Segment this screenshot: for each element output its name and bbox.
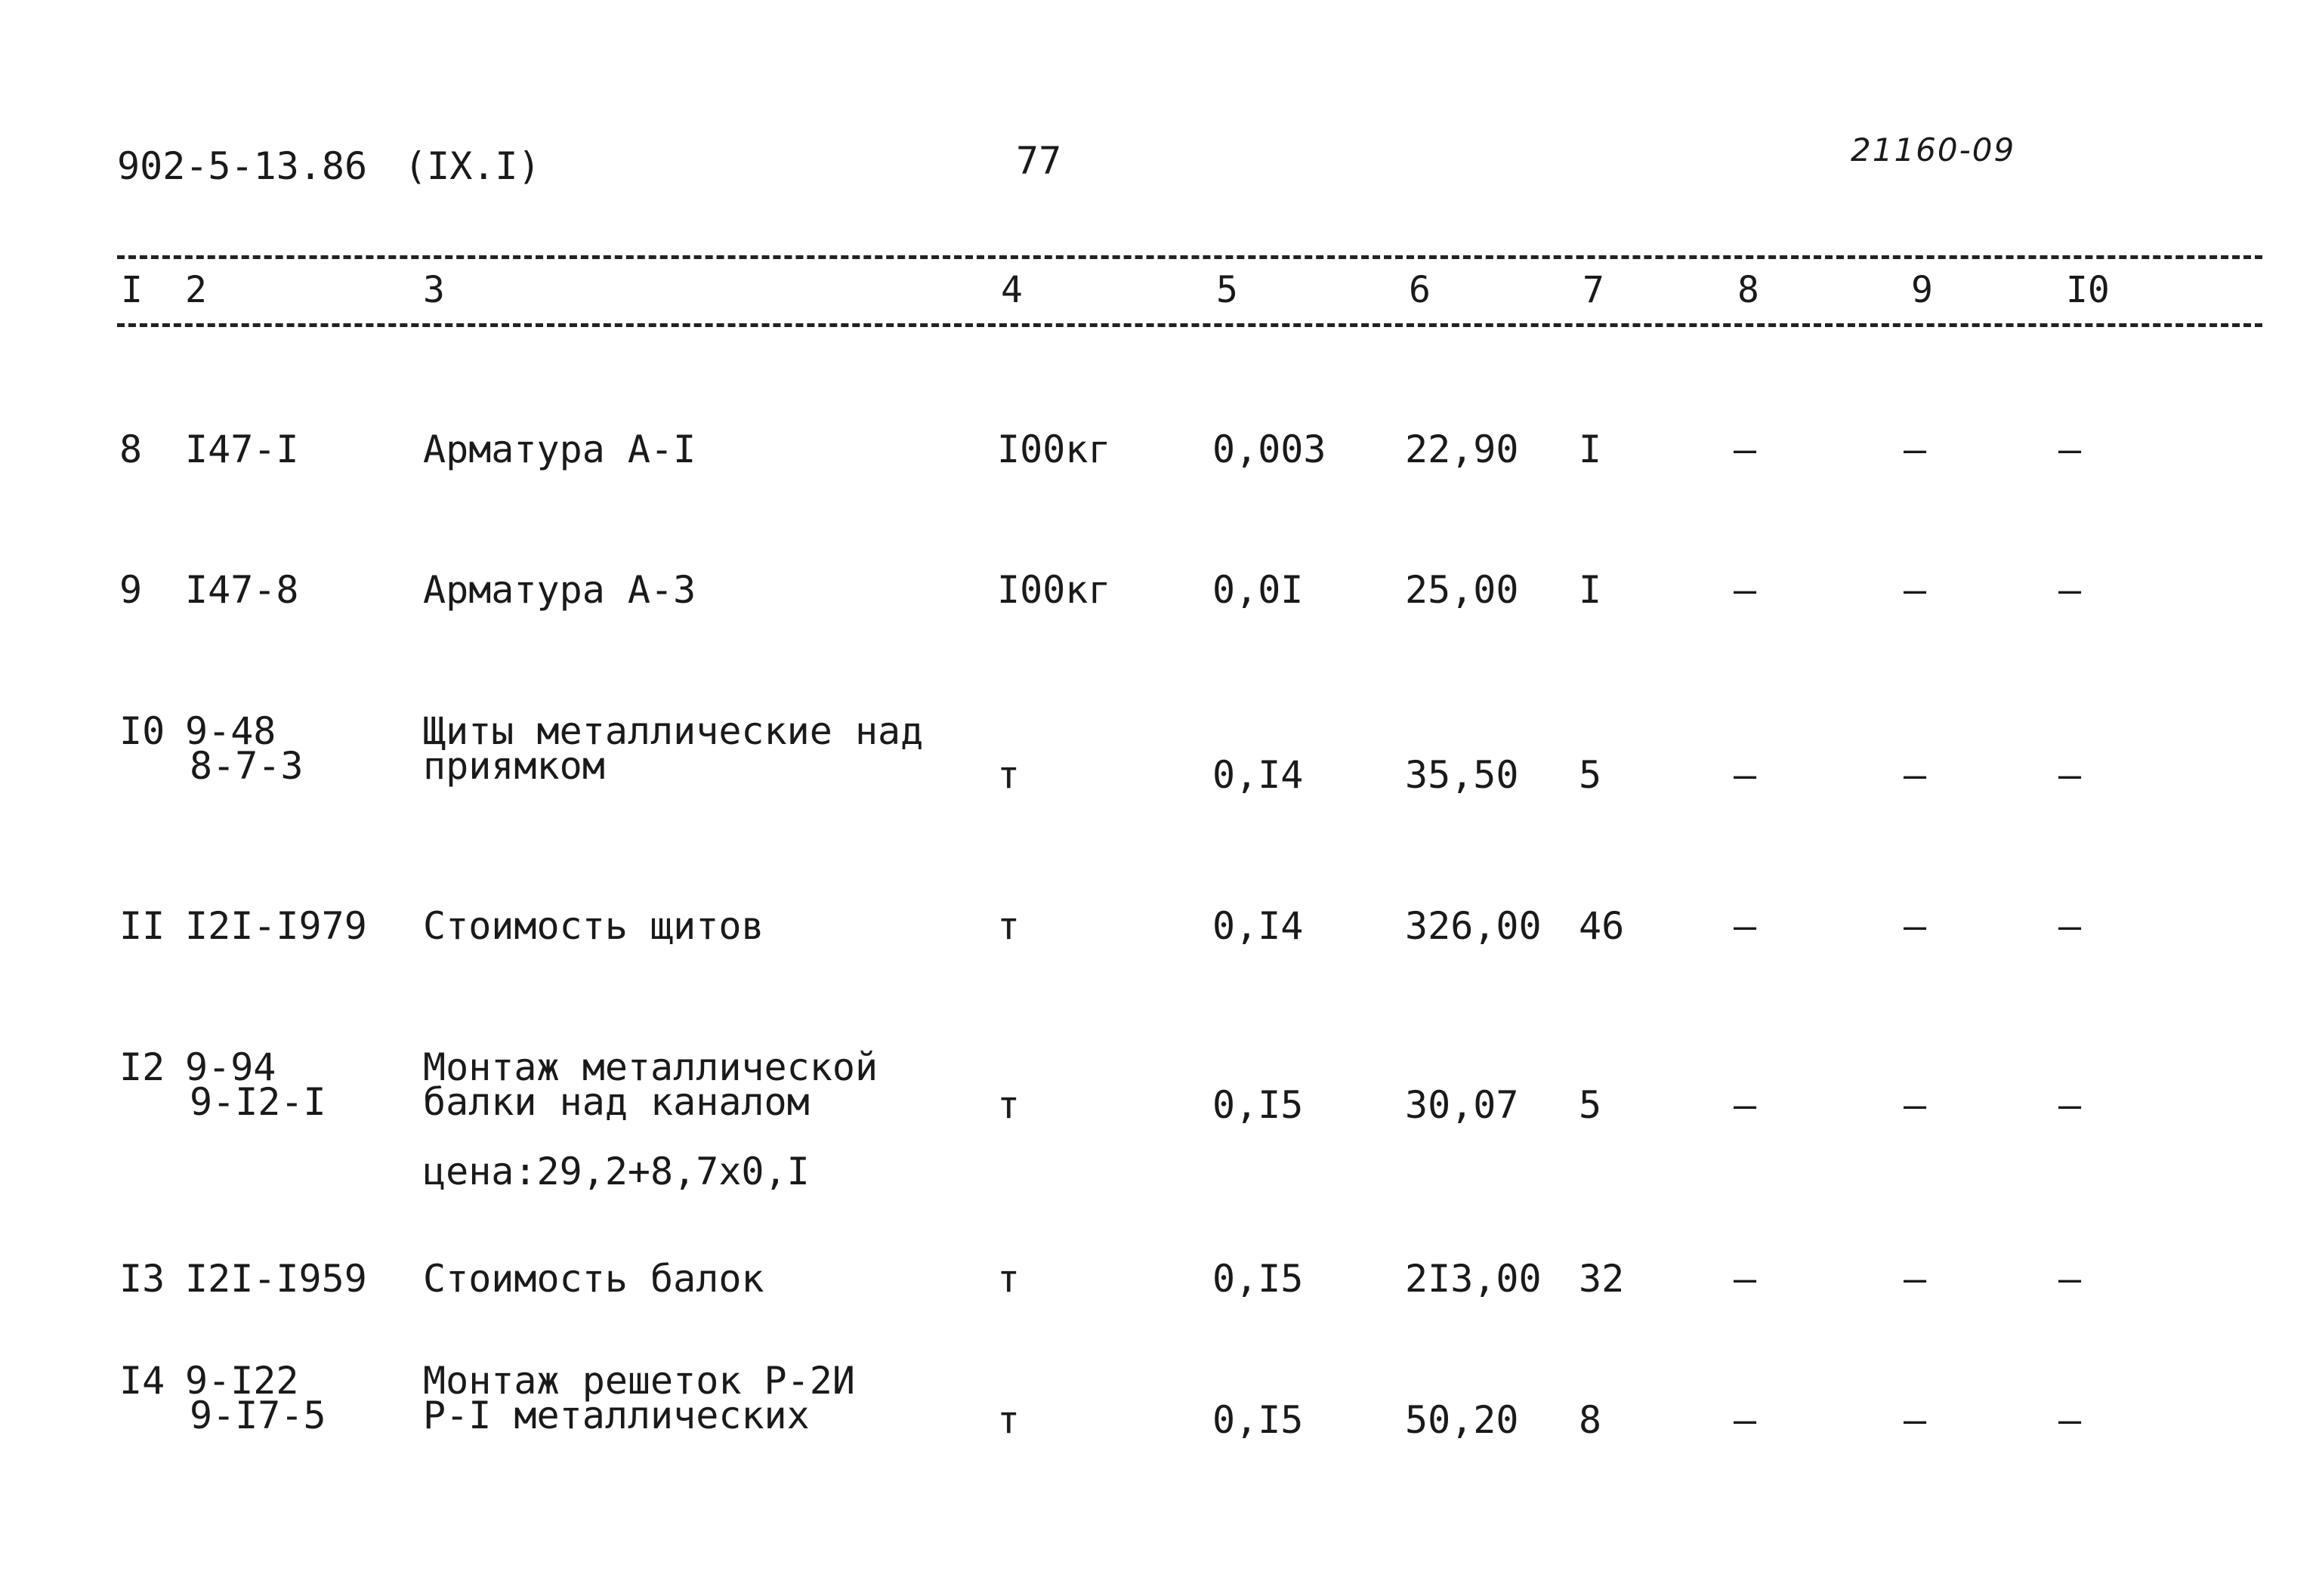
column-header-6: 6 <box>1409 269 1431 311</box>
work-name-line: Р-I металлических <box>423 1394 810 1437</box>
col8-value: – <box>1734 904 1757 948</box>
column-header-9: 9 <box>1911 269 1933 311</box>
norm-codes <box>185 1359 326 1437</box>
unit: т <box>997 1257 1021 1301</box>
total-cost: 32 <box>1579 1257 1625 1301</box>
row-number: 8 <box>119 428 143 471</box>
document-code: 902-5-13.86 <box>117 144 368 188</box>
total-cost: I <box>1579 428 1602 471</box>
unit: I00кг <box>997 428 1111 471</box>
col10-value: – <box>2058 904 2082 948</box>
col10-value: – <box>2058 1083 2082 1127</box>
work-name-line: Щиты металлические над <box>423 709 924 753</box>
unit: I00кг <box>997 568 1111 612</box>
unit: т <box>997 1083 1021 1127</box>
work-name-line: приямком <box>423 744 605 788</box>
row-number: I2 <box>119 1045 165 1089</box>
work-name <box>423 1045 879 1124</box>
work-name <box>423 1359 855 1437</box>
norm-code: I2I-I959 <box>185 1257 367 1301</box>
unit: т <box>997 1398 1021 1442</box>
column-header-3: 3 <box>423 269 445 311</box>
column-header-2: 2 <box>185 269 207 311</box>
col8-value: – <box>1734 753 1757 797</box>
col8-value: – <box>1734 1398 1757 1442</box>
unit-price: 35,50 <box>1405 753 1519 797</box>
norm-code: 9-48 <box>185 709 276 753</box>
quantity: 0,I4 <box>1212 904 1304 948</box>
row-number: II <box>119 904 165 948</box>
work-name: Арматура А-3 <box>423 568 696 612</box>
unit-price: 2I3,00 <box>1405 1257 1542 1301</box>
section-number: (IX.I) <box>404 144 541 188</box>
col9-value: – <box>1904 568 1927 612</box>
row-number: I4 <box>119 1359 165 1403</box>
col10-value: – <box>2058 1398 2082 1442</box>
header-divider-bottom <box>117 323 2262 327</box>
work-name-line: Монтаж металлической <box>423 1045 879 1089</box>
work-name <box>423 709 924 788</box>
col8-value: – <box>1734 568 1757 612</box>
row-number: 9 <box>119 568 143 612</box>
work-name: Стоимость щитов <box>423 904 764 948</box>
col9-value: – <box>1904 904 1927 948</box>
quantity: 0,I5 <box>1212 1083 1304 1127</box>
norm-code: 9-I7-5 <box>190 1394 326 1437</box>
norm-code: I2I-I979 <box>185 904 367 948</box>
column-header-4: 4 <box>1001 269 1023 311</box>
column-header-10: I0 <box>2066 269 2110 311</box>
row-number: I0 <box>119 709 165 753</box>
norm-code: 9-I2-I <box>190 1080 326 1124</box>
quantity: 0,I5 <box>1212 1257 1304 1301</box>
price-note: цена:29,2+8,7х0,I <box>423 1150 810 1193</box>
quantity: 0,0I <box>1212 568 1304 612</box>
quantity: 0,I4 <box>1212 753 1304 797</box>
norm-codes <box>185 709 304 788</box>
col10-value: – <box>2058 568 2082 612</box>
col8-value: – <box>1734 1257 1757 1301</box>
total-cost: 5 <box>1579 1083 1602 1127</box>
quantity: 0,I5 <box>1212 1398 1304 1442</box>
norm-code: 8-7-3 <box>190 744 304 788</box>
column-header-8: 8 <box>1737 269 1759 311</box>
page-number: 77 <box>1016 139 1062 183</box>
norm-code: I47-8 <box>185 568 299 612</box>
work-name-line: балки над каналом <box>423 1080 810 1124</box>
row-number: I3 <box>119 1257 165 1301</box>
col10-value: – <box>2058 428 2082 471</box>
col8-value: – <box>1734 1083 1757 1127</box>
column-header-1: I <box>121 269 143 311</box>
unit-price: 326,00 <box>1405 904 1542 948</box>
column-header-5: 5 <box>1216 269 1238 311</box>
total-cost: I <box>1579 568 1602 612</box>
col8-value: – <box>1734 428 1757 471</box>
col9-value: – <box>1904 1398 1927 1442</box>
norm-code: 9-94 <box>185 1045 276 1089</box>
unit-price: 50,20 <box>1405 1398 1519 1442</box>
total-cost: 46 <box>1579 904 1625 948</box>
unit-price: 30,07 <box>1405 1083 1519 1127</box>
unit: т <box>997 904 1021 948</box>
work-name: Стоимость балок <box>423 1257 764 1301</box>
col10-value: – <box>2058 1257 2082 1301</box>
unit-price: 22,90 <box>1405 428 1519 471</box>
work-name-line: Монтаж решеток Р-2И <box>423 1359 855 1403</box>
total-cost: 8 <box>1579 1398 1602 1442</box>
unit-price: 25,00 <box>1405 568 1519 612</box>
total-cost: 5 <box>1579 753 1602 797</box>
col9-value: – <box>1904 753 1927 797</box>
column-header-7: 7 <box>1583 269 1604 311</box>
header-divider-top <box>117 255 2262 259</box>
col9-value: – <box>1904 1083 1927 1127</box>
norm-codes <box>185 1045 326 1124</box>
norm-code: I47-I <box>185 428 299 471</box>
work-name: Арматура А-I <box>423 428 696 471</box>
archive-stamp: 21160-09 <box>1851 131 2016 168</box>
col10-value: – <box>2058 753 2082 797</box>
col9-value: – <box>1904 428 1927 471</box>
norm-code: 9-I22 <box>185 1359 299 1403</box>
unit: т <box>997 753 1021 797</box>
quantity: 0,003 <box>1212 428 1326 471</box>
col9-value: – <box>1904 1257 1927 1301</box>
